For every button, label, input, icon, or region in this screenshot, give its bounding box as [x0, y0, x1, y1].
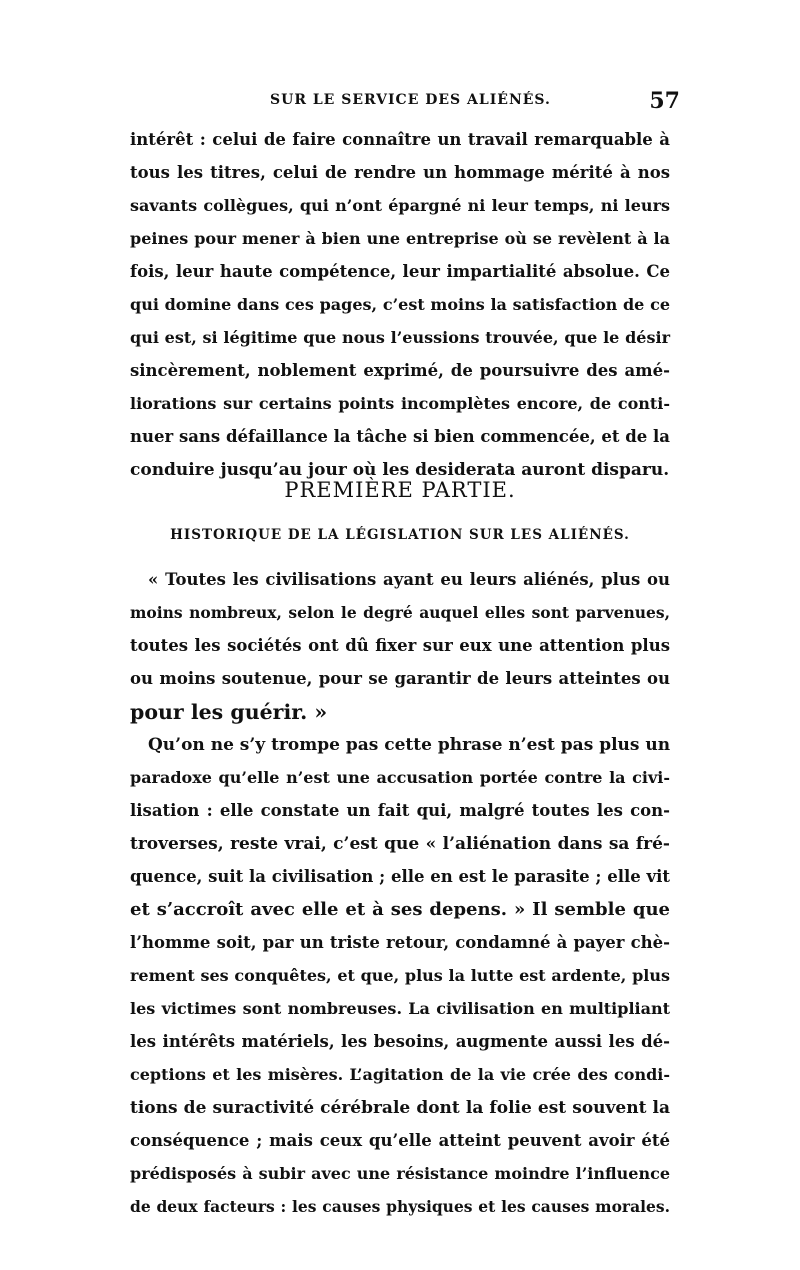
section-title: HISTORIQUE DE LA LÉGISLATION SUR LES ALIÉNÉS. — [170, 527, 630, 543]
text-line: Qu’on ne s’y trompe pas cette phrase n’est pas plus un — [148, 735, 671, 755]
text-line: peines pour mener à bien une entreprise où se revèlent à la — [130, 229, 670, 248]
text-line: savants collègues, qui n’ont épargné ni leur temps, ni leurs — [130, 196, 670, 215]
text-line: les victimes sont nombreuses. La civilisation en multipliant — [130, 999, 670, 1018]
text-line: conséquence ; mais ceux qu’elle atteint peuvent avoir été — [130, 1131, 670, 1150]
text-line: ceptions et les misères. L’agitation de la vie crée des condi- — [130, 1065, 670, 1084]
text-line: qui est, si légitime que nous l’eussions trouvée, que le désir — [130, 328, 670, 347]
running-head — [130, 88, 680, 116]
text-line: l’homme soit, par un triste retour, condamné à payer chè- — [130, 933, 670, 952]
text-line: prédisposés à subir avec une résistance moindre l’influence — [130, 1164, 670, 1183]
text-line: conduire jusqu’au jour où les desiderata auront disparu. — [130, 460, 670, 480]
text-line: tous les titres, celui de rendre un hommage mérité à nos — [130, 163, 670, 182]
text-line: fois, leur haute compétence, leur impartialité absolue. Ce — [130, 262, 670, 281]
text-line: rement ses conquêtes, et que, plus la lutte est ardente, plus — [130, 966, 670, 985]
quote-line: pour les guérir. » — [130, 700, 328, 724]
text-line: liorations sur certains points incomplètes encore, de conti- — [130, 394, 670, 413]
quote-line: moins nombreux, selon le degré auquel elles sont parvenues, — [130, 603, 670, 622]
text-line: paradoxe qu’elle n’est une accusation portée contre la civi- — [130, 768, 670, 787]
part-title: PREMIÈRE PARTIE. — [284, 478, 516, 502]
text-line: de deux facteurs : les causes physiques et les causes morales. — [130, 1197, 670, 1216]
text-line: quence, suit la civilisation ; elle en est le parasite ; elle vit — [130, 867, 670, 886]
text-line: nuer sans défaillance la tâche si bien commencée, et de la — [130, 427, 670, 446]
text-line: les intérêts matériels, les besoins, augmente aussi les dé- — [130, 1032, 670, 1051]
running-title: SUR LE SERVICE DES ALIÉNÉS. — [270, 92, 551, 108]
text-line: tions de suractivité cérébrale dont la folie est souvent la — [130, 1098, 670, 1118]
text-line: qui domine dans ces pages, c’est moins la satisfaction de ce — [130, 295, 670, 314]
text-line: et s’accroît avec elle et à ses depens. » Il semble que — [130, 899, 670, 920]
quote-line: toutes les sociétés ont dû fixer sur eux une attention plus — [130, 636, 670, 655]
text-line: intérêt : celui de faire connaître un travail remarquable à — [130, 130, 670, 149]
text-line: troverses, reste vrai, c’est que « l’aliénation dans sa fré- — [130, 834, 670, 854]
quote-line: ou moins soutenue, pour se garantir de leurs atteintes ou — [130, 669, 670, 688]
page-number: 57 — [649, 88, 680, 114]
text-line: lisation : elle constate un fait qui, malgré toutes les con- — [130, 801, 670, 820]
text-line: sincèrement, noblement exprimé, de poursuivre des amé- — [130, 361, 670, 380]
quote-line: « Toutes les civilisations ayant eu leurs aliénés, plus ou — [148, 570, 670, 589]
